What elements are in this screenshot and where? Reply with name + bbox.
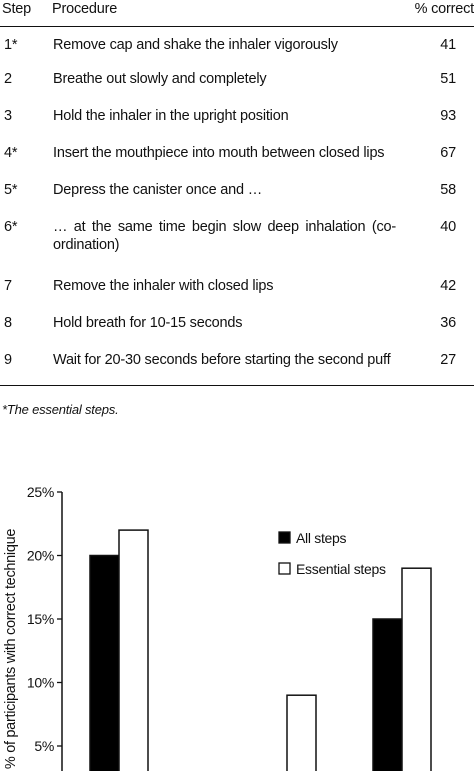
percent-correct-cell: 27 (400, 345, 474, 386)
step-cell: 4* (4, 145, 18, 161)
procedure-cell: Insert the mouthpiece into mouth between closed lips (53, 145, 385, 161)
percent-correct-cell: 93 (440, 108, 456, 124)
y-tick-label: 25% (26, 484, 54, 500)
table-row (0, 175, 474, 212)
step-cell: 2 (4, 71, 12, 87)
step-cell: 7 (4, 278, 12, 294)
table-body (0, 27, 474, 386)
percent-correct-cell: 40 (440, 219, 456, 235)
table-row (0, 27, 474, 65)
step-cell: 3 (4, 108, 12, 124)
table-row (0, 271, 474, 308)
step-cell: 1* (4, 37, 18, 53)
y-tick-label: 5% (34, 738, 54, 754)
legend-swatch (279, 532, 290, 543)
step-cell: 9 (0, 345, 50, 386)
legend-swatch (279, 563, 290, 574)
legend-label: All steps (296, 530, 347, 546)
y-axis-label: % of participants with correct technique (3, 528, 19, 770)
step-cell: 8 (4, 315, 12, 331)
step-cell: 6* (4, 219, 18, 235)
percent-correct-cell: 67 (440, 145, 456, 161)
percent-correct-cell: 41 (440, 37, 456, 53)
procedure-cell: Hold breath for 10-15 seconds (53, 315, 243, 331)
header-step: Step (0, 0, 50, 27)
table-row (0, 212, 474, 271)
procedure-cell: Remove cap and shake the inhaler vigorously (53, 37, 338, 53)
procedure-cell: … at the same time begin slow deep inhalation (co-ordination) (53, 219, 396, 253)
bar-all-steps (90, 556, 119, 771)
header-procedure: Procedure (50, 0, 400, 27)
percent-correct-cell: 51 (440, 71, 456, 87)
bar-chart (0, 478, 474, 771)
procedure-cell: Wait for 20-30 seconds before starting the second puff (50, 345, 400, 386)
y-tick-label: 15% (26, 611, 54, 627)
bar-essential-steps (119, 530, 148, 771)
procedure-cell: Breathe out slowly and completely (53, 71, 267, 87)
percent-correct-cell: 42 (440, 278, 456, 294)
y-tick-label: 20% (26, 547, 54, 564)
bar-essential-steps (287, 695, 316, 771)
procedure-cell: Hold the inhaler in the upright position (53, 108, 289, 124)
table-row (0, 345, 474, 386)
table-row (0, 101, 474, 138)
header-percent-correct: % correct (400, 0, 474, 27)
table-row (0, 138, 474, 175)
legend-label: Essential steps (296, 561, 386, 577)
table-header-row (0, 0, 474, 27)
procedure-cell: Depress the canister once and … (53, 182, 262, 198)
percent-correct-cell: 58 (440, 182, 456, 198)
bar-all-steps (373, 619, 402, 771)
step-cell: 5* (4, 182, 18, 198)
table-row (0, 308, 474, 345)
percent-correct-cell: 36 (440, 315, 456, 331)
table-row (0, 64, 474, 101)
bar-essential-steps (402, 568, 431, 771)
table-footnote: *The essential steps. (2, 402, 119, 417)
y-tick-label: 10% (26, 674, 54, 691)
procedure-cell: Remove the inhaler with closed lips (53, 278, 274, 294)
